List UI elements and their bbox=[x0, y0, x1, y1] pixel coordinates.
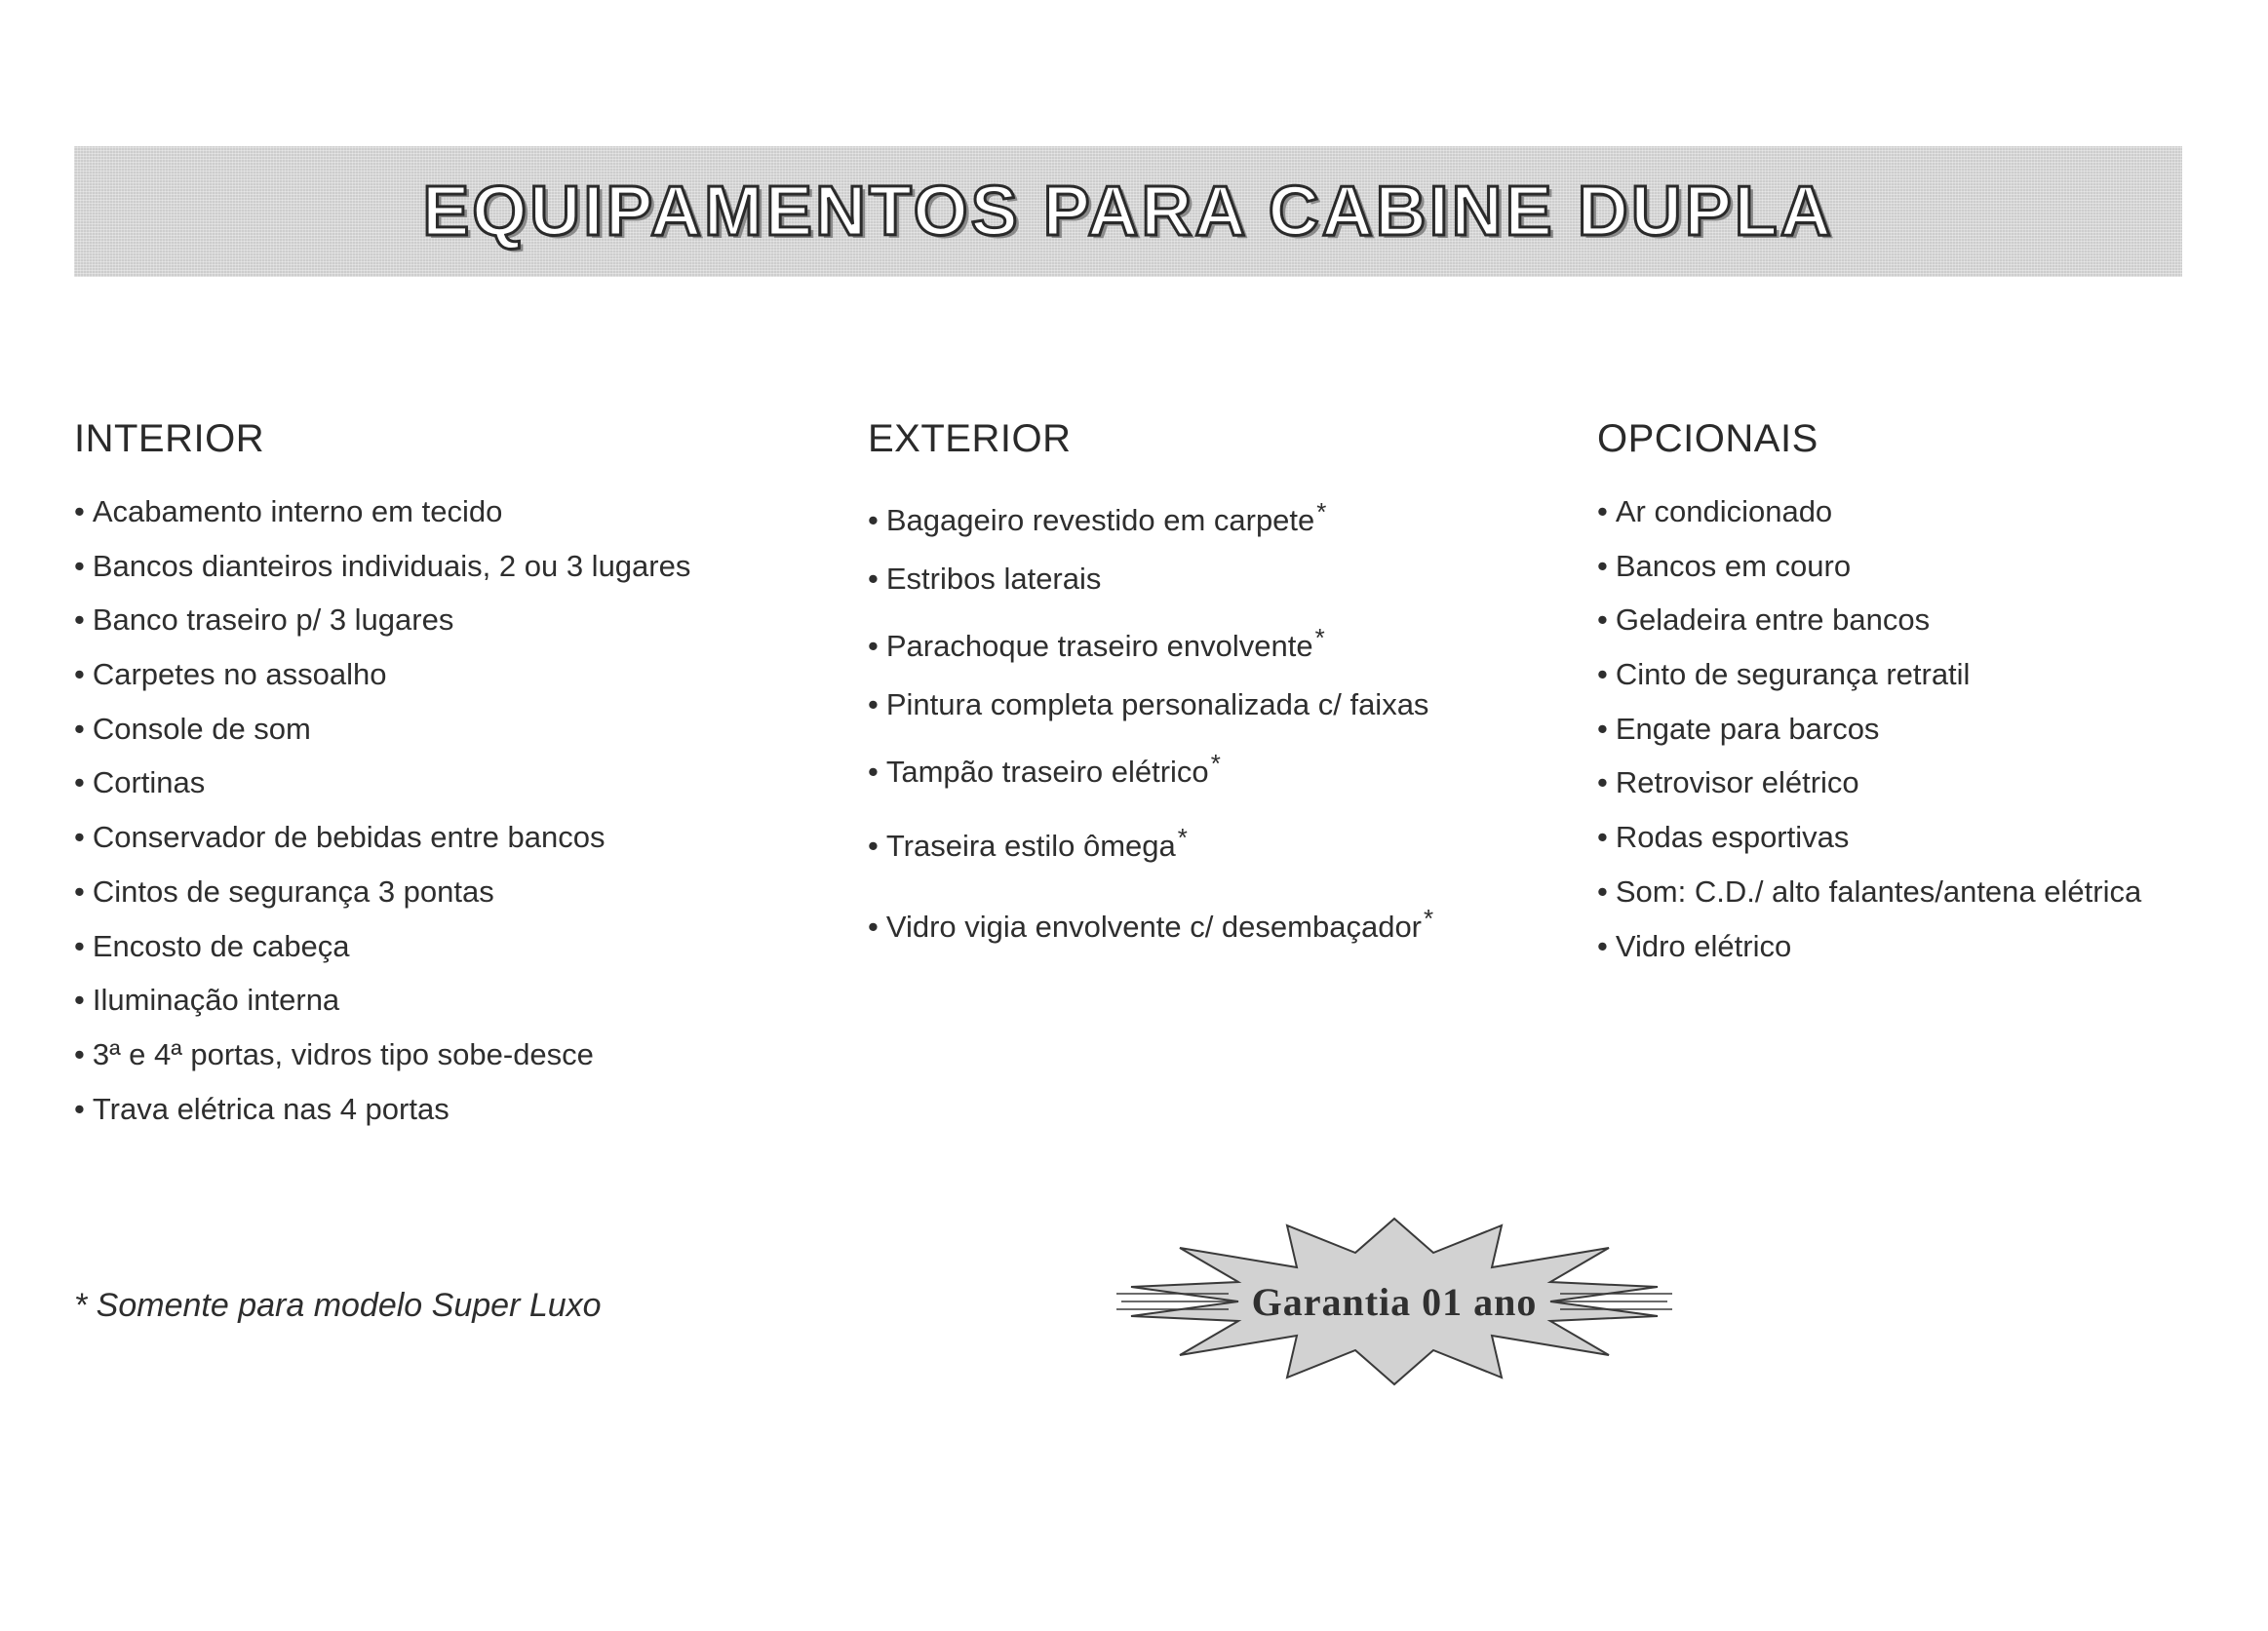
bullet-icon: • bbox=[868, 910, 879, 944]
warranty-badge bbox=[1112, 1214, 1677, 1389]
item-label: Parachoque traseiro envolvente bbox=[885, 629, 1313, 663]
list-item bbox=[74, 929, 815, 964]
list-item bbox=[868, 901, 1550, 945]
bullet-icon: • bbox=[74, 1091, 85, 1126]
item-label: Geladeira entre bancos bbox=[1615, 602, 1931, 638]
item-label: Bancos em couro bbox=[1615, 548, 1852, 583]
bullet-icon: • bbox=[74, 494, 85, 528]
bullet-icon: • bbox=[868, 829, 879, 863]
bullet-icon: • bbox=[868, 755, 879, 789]
list-item bbox=[74, 602, 815, 638]
item-label: Engate para barcos bbox=[1615, 711, 1880, 746]
asterisk-icon: * bbox=[1314, 623, 1325, 652]
list-item bbox=[1597, 494, 2260, 529]
item-label: Conservador de bebidas entre bancos bbox=[92, 820, 606, 855]
asterisk-icon: * bbox=[1177, 823, 1188, 852]
item-label: Ar condicionado bbox=[1615, 494, 1833, 528]
item-label: Console de som bbox=[92, 711, 311, 746]
list-item bbox=[74, 712, 815, 747]
list-item bbox=[1597, 657, 2260, 692]
item-label: Traseira estilo ômega bbox=[885, 829, 1176, 863]
list-item bbox=[74, 820, 815, 855]
footnote: * Somente para modelo Super Luxo bbox=[74, 1287, 602, 1324]
exterior-heading: EXTERIOR bbox=[868, 417, 1072, 460]
item-label: Iluminação interna bbox=[92, 983, 340, 1018]
item-label: Encosto de cabeça bbox=[92, 928, 350, 963]
bullet-icon: • bbox=[74, 928, 85, 963]
opcionais-column bbox=[1597, 417, 2260, 983]
bullet-icon: • bbox=[1597, 602, 1608, 638]
item-label: Cortinas bbox=[92, 765, 206, 800]
list-item bbox=[74, 657, 815, 692]
item-label: Acabamento interno em tecido bbox=[92, 494, 503, 528]
list-item bbox=[868, 620, 1550, 664]
exterior-list bbox=[868, 494, 1550, 945]
list-item bbox=[868, 562, 1550, 597]
item-label: Rodas esportivas bbox=[1615, 820, 1850, 855]
list-item bbox=[1597, 712, 2260, 747]
bullet-icon: • bbox=[868, 562, 879, 596]
list-item bbox=[1597, 549, 2260, 584]
list-item bbox=[1597, 820, 2260, 855]
item-label: Pintura completa personalizada c/ faixas bbox=[885, 687, 1429, 721]
bullet-icon: • bbox=[1597, 765, 1608, 800]
item-label: Vidro vigia envolvente c/ desembaçador bbox=[885, 910, 1423, 944]
bullet-icon: • bbox=[74, 711, 85, 746]
interior-list bbox=[74, 494, 815, 1127]
item-label: Tampão traseiro elétrico bbox=[885, 755, 1209, 789]
item-label: Cinto de segurança retratil bbox=[1615, 657, 1971, 692]
asterisk-icon: * bbox=[1210, 749, 1221, 778]
bullet-icon: • bbox=[1597, 711, 1608, 746]
bullet-icon: • bbox=[1597, 494, 1608, 528]
bullet-icon: • bbox=[1597, 657, 1608, 692]
asterisk-icon: * bbox=[1424, 904, 1434, 933]
list-item bbox=[74, 549, 815, 584]
bullet-icon: • bbox=[74, 1036, 85, 1071]
interior-column bbox=[74, 417, 815, 1146]
list-item bbox=[868, 820, 1550, 864]
warranty-text: Garantia 01 ano bbox=[1251, 1279, 1538, 1324]
list-item bbox=[868, 687, 1550, 722]
item-label: Banco traseiro p/ 3 lugares bbox=[92, 602, 454, 638]
bullet-icon: • bbox=[868, 687, 879, 721]
interior-heading: INTERIOR bbox=[74, 417, 265, 460]
list-item bbox=[74, 874, 815, 910]
bullet-icon: • bbox=[868, 503, 879, 537]
list-item bbox=[74, 1037, 815, 1072]
list-item bbox=[868, 746, 1550, 790]
page-title: EQUIPAMENTOS PARA CABINE DUPLA bbox=[422, 173, 1834, 251]
list-item bbox=[74, 494, 815, 529]
item-label: Retrovisor elétrico bbox=[1615, 765, 1859, 800]
opcionais-list bbox=[1597, 494, 2260, 964]
item-label: Bagageiro revestido em carpete bbox=[885, 503, 1315, 537]
list-item bbox=[1597, 929, 2260, 964]
asterisk-icon: * bbox=[1316, 497, 1327, 526]
item-label: Vidro elétrico bbox=[1615, 928, 1792, 963]
opcionais-heading: OPCIONAIS bbox=[1597, 417, 1818, 460]
bullet-icon: • bbox=[74, 874, 85, 909]
title-banner bbox=[74, 146, 2182, 277]
item-label: Som: C.D./ alto falantes/antena elétrica bbox=[1615, 874, 2142, 909]
bullet-icon: • bbox=[74, 657, 85, 692]
bullet-icon: • bbox=[868, 629, 879, 663]
bullet-icon: • bbox=[74, 548, 85, 583]
list-item bbox=[1597, 765, 2260, 800]
exterior-column bbox=[868, 417, 1550, 968]
list-item bbox=[868, 494, 1550, 538]
list-item bbox=[1597, 602, 2260, 638]
bullet-icon: • bbox=[74, 765, 85, 800]
bullet-icon: • bbox=[74, 983, 85, 1018]
list-item bbox=[1597, 874, 2260, 910]
item-label: Carpetes no assoalho bbox=[92, 657, 387, 692]
bullet-icon: • bbox=[1597, 820, 1608, 855]
item-label: Trava elétrica nas 4 portas bbox=[92, 1091, 450, 1126]
bullet-icon: • bbox=[74, 820, 85, 855]
list-item bbox=[74, 983, 815, 1018]
bullet-icon: • bbox=[1597, 928, 1608, 963]
bullet-icon: • bbox=[74, 602, 85, 638]
list-item bbox=[74, 1092, 815, 1127]
bullet-icon: • bbox=[1597, 874, 1608, 909]
item-label: Bancos dianteiros individuais, 2 ou 3 lugares bbox=[92, 548, 691, 583]
item-label: Estribos laterais bbox=[885, 562, 1102, 596]
item-label: 3ª e 4ª portas, vidros tipo sobe-desce bbox=[92, 1036, 594, 1071]
list-item bbox=[74, 765, 815, 800]
bullet-icon: • bbox=[1597, 548, 1608, 583]
item-label: Cintos de segurança 3 pontas bbox=[92, 874, 494, 909]
